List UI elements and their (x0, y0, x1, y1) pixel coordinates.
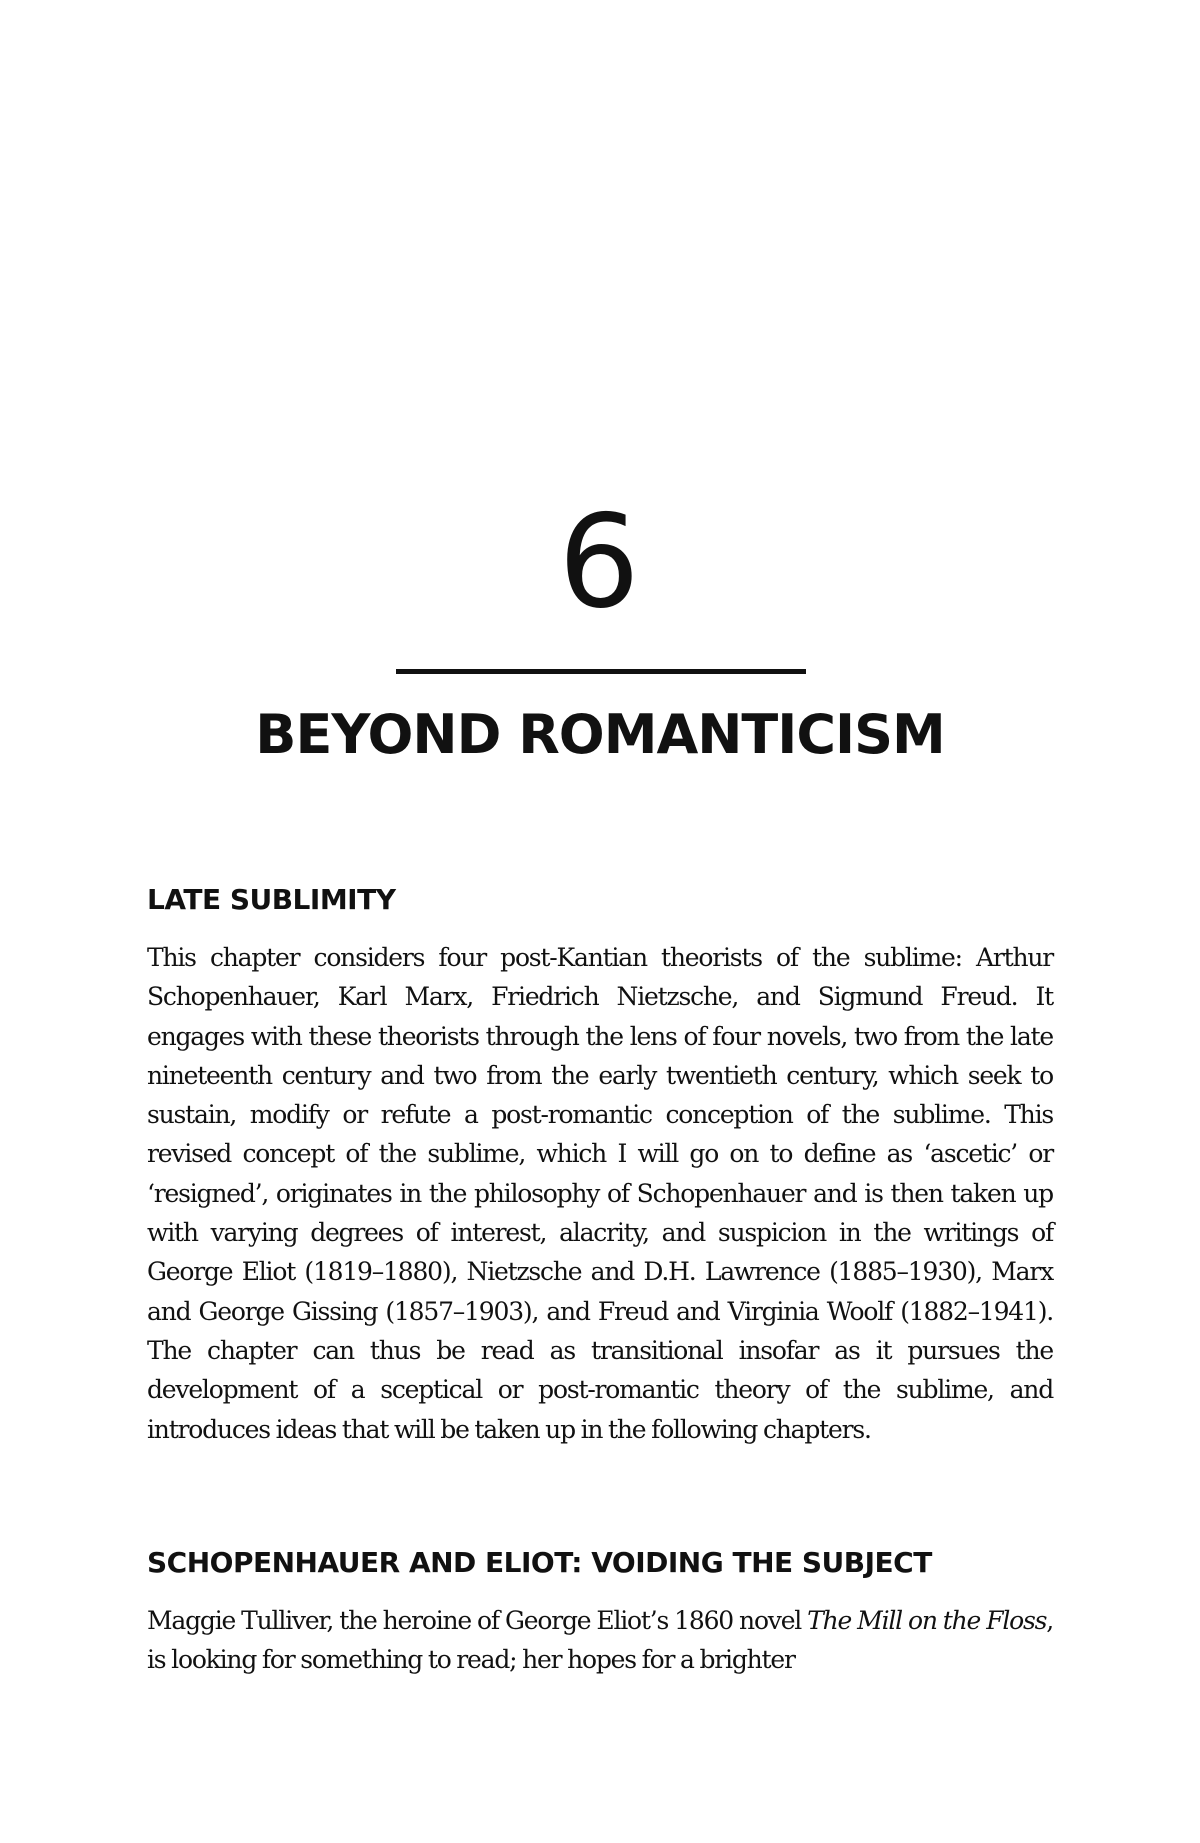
paragraph-text-after: , is looking for something to read; her hopes for a brighter (147, 1606, 1053, 1675)
chapter-number: 6 (558, 488, 642, 637)
body-paragraph-schopenhauer-eliot (147, 1601, 1053, 1680)
novel-title-italic: The Mill on the Floss (807, 1606, 1047, 1635)
paragraph-text-before: Maggie Tulliver, the heroine of George Eliot’s 1860 novel (147, 1606, 808, 1635)
section-heading-late-sublimity: LATE SUBLIMITY (147, 883, 396, 916)
chapter-divider-rule (396, 669, 806, 674)
section-heading-schopenhauer-eliot: SCHOPENHAUER AND ELIOT: VOIDING THE SUBJECT (147, 1546, 932, 1579)
body-paragraph-late-sublimity: This chapter considers four post-Kantian theorists of the sublime: Arthur Schopenhauer, Karl Marx, Friedrich Nietzsche, and Sigmund Freud. It engages with these theorists through the lens of four novels, two from the late nineteenth century and two from the early twentieth century, which seek to sustain, modify or refute a post-romantic conception of the sublime. This revised concept of the sublime, which I will go on to define as ‘ascetic’ or ‘resigned’, originates in the philosophy of Schopenhauer and is then taken up with varying degrees of interest, alacrity, and suspicion in the writings of George Eliot (1819–1880), Nietzsche and D.H. Lawrence (1885–1930), Marx and George Gissing (1857–1903), and Freud and Virginia Woolf (1882–1941). The chapter can thus be read as transitional insofar as it pursues the development of a sceptical or post-romantic theory of the sublime, and introduces ideas that will be taken up in the following chapters. (147, 943, 1053, 1444)
chapter-title: BEYOND ROMANTICISM (255, 703, 945, 766)
